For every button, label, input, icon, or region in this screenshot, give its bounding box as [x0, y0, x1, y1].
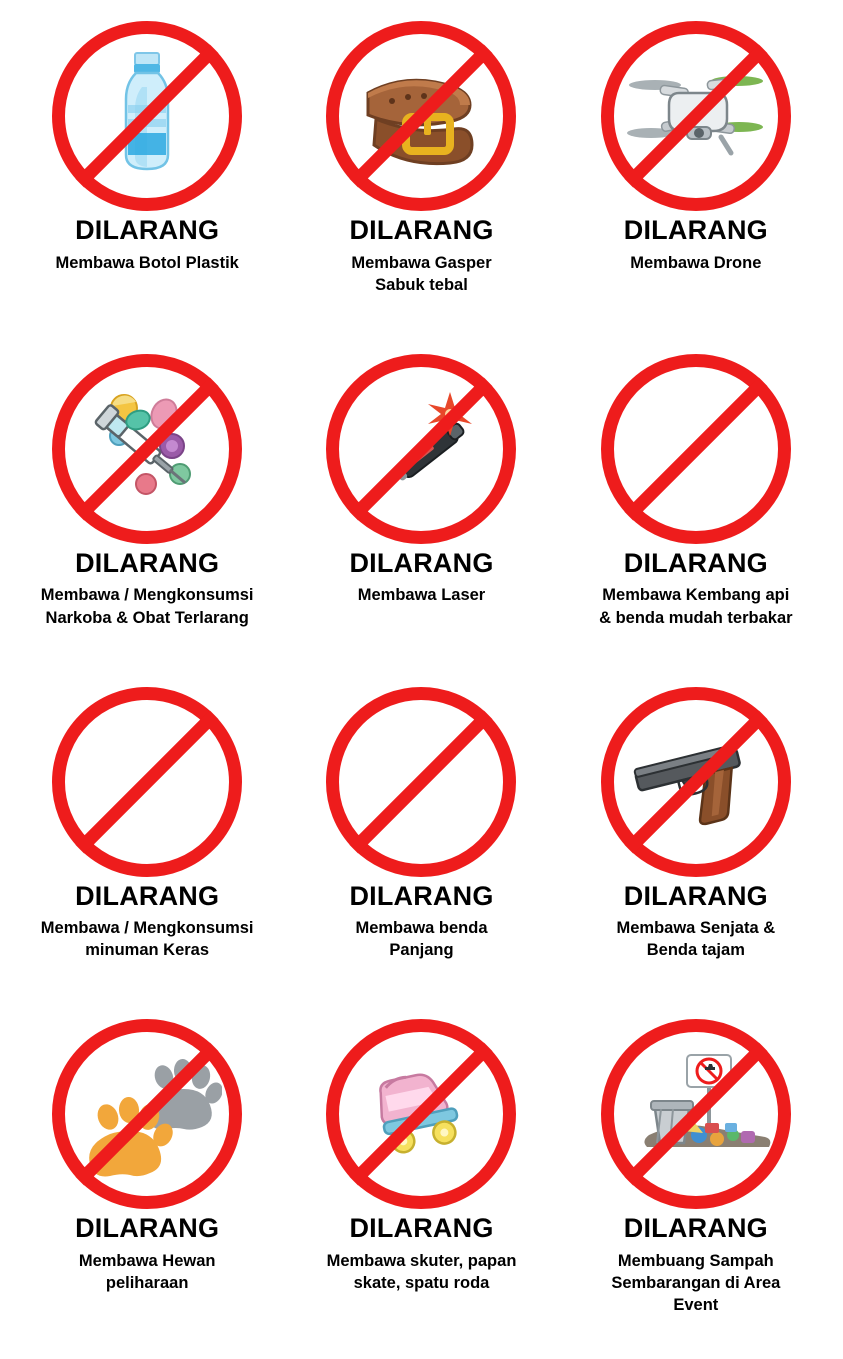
- sign-card-skates: [284, 1016, 558, 1349]
- caption-line: Membawa Hewan: [78, 1251, 216, 1270]
- prohibition-sign: [598, 18, 794, 214]
- sign-card-fireworks: [559, 351, 833, 684]
- sign-title: DILARANG: [623, 547, 768, 578]
- sign-title: DILARANG: [75, 547, 220, 578]
- caption-line: Sabuk tebal: [375, 275, 468, 294]
- prohibition-sign: [598, 351, 794, 547]
- caption-line: Narkoba & Obat Terlarang: [45, 608, 249, 627]
- sign-card-laser: [284, 351, 558, 684]
- caption-line: Membuang Sampah: [617, 1251, 774, 1270]
- sign-caption: [358, 584, 485, 606]
- sign-caption: [41, 584, 254, 629]
- sign-card-littering: [559, 1016, 833, 1349]
- caption-line: Membawa Drone: [630, 253, 762, 272]
- sign-title: DILARANG: [349, 547, 494, 578]
- sign-caption: [599, 584, 792, 629]
- caption-line: Membawa Kembang api: [602, 586, 790, 605]
- caption-line: Sembarangan di Area: [611, 1274, 781, 1293]
- caption-line: Membawa Gasper: [351, 253, 492, 272]
- caption-line: peliharaan: [105, 1274, 189, 1293]
- sign-caption: [327, 1250, 517, 1295]
- sign-caption: [617, 917, 776, 962]
- caption-line: Membawa Laser: [357, 586, 486, 605]
- caption-line: Membawa Botol Plastik: [55, 253, 239, 272]
- prohibition-sign: [49, 1016, 245, 1212]
- sign-title: DILARANG: [623, 1213, 768, 1244]
- sign-caption: [79, 1250, 216, 1295]
- caption-line: Membawa Senjata &: [616, 919, 776, 938]
- sign-caption: [55, 252, 238, 274]
- caption-line: minuman Keras: [85, 941, 210, 960]
- sign-card-weapon: [559, 684, 833, 1017]
- caption-line: Membawa benda: [355, 919, 488, 938]
- caption-line: Membawa skuter, papan: [326, 1251, 517, 1270]
- sign-title: DILARANG: [75, 1213, 220, 1244]
- caption-line: Event: [673, 1296, 719, 1315]
- sign-card-alcohol: [10, 684, 284, 1017]
- prohibition-sign: [598, 1016, 794, 1212]
- prohibition-sign: [49, 351, 245, 547]
- sign-card-pets: [10, 1016, 284, 1349]
- sign-card-plastic-bottle: [10, 18, 284, 351]
- sign-caption: [41, 917, 254, 962]
- sign-card-belt: [284, 18, 558, 351]
- prohibition-sign: [598, 684, 794, 880]
- sign-card-drone: [559, 18, 833, 351]
- sign-title: DILARANG: [623, 880, 768, 911]
- prohibition-sign: [323, 1016, 519, 1212]
- caption-line: skate, spatu roda: [353, 1274, 490, 1293]
- sign-caption: [355, 917, 487, 962]
- caption-line: Panjang: [389, 941, 454, 960]
- prohibition-sign: [49, 18, 245, 214]
- sign-title: DILARANG: [75, 215, 220, 245]
- sign-title: DILARANG: [349, 215, 494, 245]
- sign-title: DILARANG: [623, 215, 768, 245]
- sign-title: DILARANG: [349, 1213, 494, 1244]
- prohibition-sign: [323, 351, 519, 547]
- sign-caption: [351, 252, 491, 297]
- sign-title: DILARANG: [349, 880, 494, 911]
- sign-caption: [630, 252, 761, 274]
- sign-card-drugs: [10, 351, 284, 684]
- prohibition-sign: [49, 684, 245, 880]
- prohibition-sign: [323, 18, 519, 214]
- sign-card-long-object: [284, 684, 558, 1017]
- caption-line: & benda mudah terbakar: [599, 608, 793, 627]
- caption-line: Membawa / Mengkonsumsi: [40, 586, 254, 605]
- prohibition-sign: [323, 684, 519, 880]
- caption-line: Benda tajam: [646, 941, 745, 960]
- sign-title: DILARANG: [75, 880, 220, 911]
- sign-caption: [611, 1250, 780, 1317]
- caption-line: Membawa / Mengkonsumsi: [40, 919, 254, 938]
